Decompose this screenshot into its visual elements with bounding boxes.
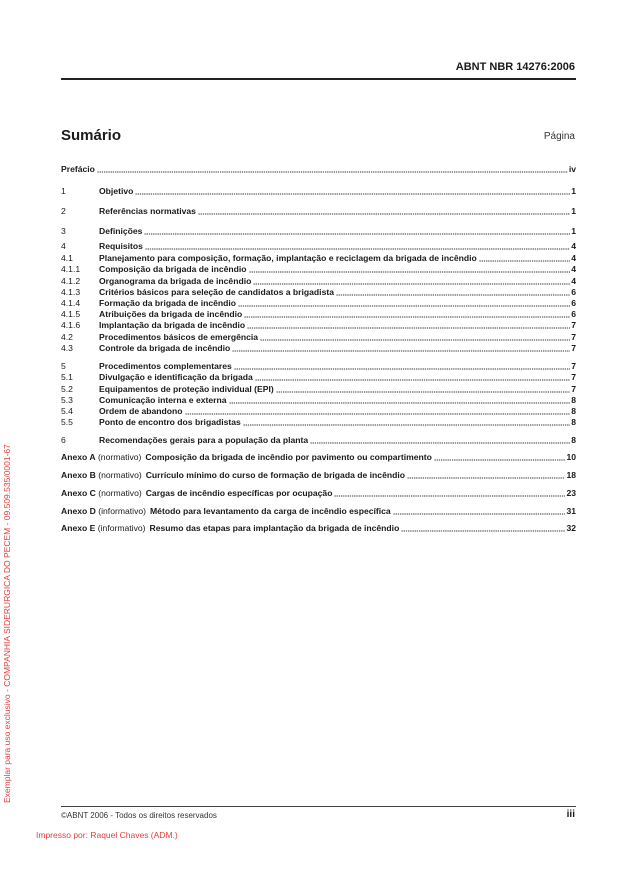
toc-entry[interactable] (61, 416, 576, 428)
toc-entry-title: Recomendações gerais para a população da planta (99, 435, 309, 445)
toc-leader-dots (434, 453, 566, 461)
toc-entry-page: iv (568, 164, 576, 174)
annex-name: Anexo A (61, 452, 96, 462)
toc-entry-page: 8 (571, 435, 576, 445)
toc-entry-page: 7 (571, 343, 576, 353)
annex-title: Cargas de incêndio específicas por ocupação (145, 488, 333, 498)
toc-annex-entry[interactable] (61, 451, 576, 463)
toc-leader-dots (198, 207, 570, 215)
toc-entry-page: 6 (571, 298, 576, 308)
annex-name: Anexo E (61, 523, 96, 533)
annex-label (61, 488, 142, 499)
toc-annex-entry[interactable] (61, 522, 576, 534)
toc-entry-page: 4 (571, 253, 576, 263)
toc-leader-dots (255, 373, 570, 381)
toc-entry[interactable] (61, 371, 576, 383)
toc-entry-number: 1 (61, 186, 66, 196)
annex-name: Anexo B (61, 470, 96, 480)
annex-title: Resumo das etapas para implantação da brigada de incêndio (149, 523, 400, 533)
toc-entry-number: 4.1.4 (61, 298, 81, 308)
footer-copyright: ©ABNT 2006 - Todos os direitos reservados (61, 811, 217, 820)
toc-entry-page: 4 (571, 241, 576, 251)
toc-entry-title: Equipamentos de proteção individual (EPI) (99, 384, 274, 394)
toc-entry-number: 4.1.5 (61, 309, 81, 319)
toc-entry-page: 4 (571, 276, 576, 286)
toc-entry-number: 5.4 (61, 406, 73, 416)
toc-leader-dots (336, 288, 570, 296)
toc-entry-title: Divulgação e identificação da brigada (99, 372, 253, 382)
toc-leader-dots (145, 242, 570, 250)
annex-label (61, 452, 141, 463)
toc-leader-dots (234, 362, 570, 370)
toc-entry[interactable] (61, 225, 576, 237)
toc-entry-title: Objetivo (99, 186, 134, 196)
toc-entry-number: 4.1 (61, 253, 73, 263)
page-column-label: Página (543, 131, 575, 142)
toc-entry-number: 5.2 (61, 384, 73, 394)
annex-page: 31 (566, 506, 576, 516)
toc-entry-title: Formação da brigada de incêndio (99, 298, 237, 308)
toc-entry-page: 7 (571, 372, 576, 382)
annex-label (61, 506, 146, 517)
toc-leader-dots (185, 407, 571, 415)
toc-entry-page: 7 (571, 332, 576, 342)
toc-leader-dots (260, 333, 570, 341)
annex-name: Anexo D (61, 506, 96, 516)
toc-leader-dots (401, 524, 565, 532)
toc-entry-title: Planejamento para composição, formação, implantação e reciclagem da brigada de incêndio (99, 253, 477, 263)
toc-entry-title: Definições (99, 226, 143, 236)
toc-leader-dots (243, 418, 570, 426)
toc-entry[interactable] (61, 319, 576, 331)
toc-entry[interactable] (61, 240, 576, 252)
toc-leader-dots (244, 310, 570, 318)
toc-entry-number: 3 (61, 226, 66, 236)
side-watermark: Exemplar para uso exclusivo - COMPANHIA SIDERURGICA DO PECEM - 09.509.535/0001-67 (2, 444, 12, 803)
toc-entry-page: 6 (571, 309, 576, 319)
toc-entry-page: 8 (571, 395, 576, 405)
annex-type: (normativo) (97, 452, 142, 462)
toc-leader-dots (407, 471, 565, 479)
toc-entry-title: Ponto de encontro dos brigadistas (99, 417, 241, 427)
toc-entry-title: Ordem de abandono (99, 406, 183, 416)
toc-entry-title: Controle da brigada de incêndio (99, 343, 231, 353)
toc-leader-dots (135, 187, 570, 195)
annex-label (61, 470, 142, 481)
summary-title: Sumário (61, 127, 122, 144)
header-rule (61, 78, 576, 80)
toc-entry-page: 7 (571, 384, 576, 394)
toc-annex-entry[interactable] (61, 487, 576, 499)
annex-page: 32 (566, 523, 576, 533)
toc-entry-title: Organograma da brigada de incêndio (99, 276, 252, 286)
toc-leader-dots (232, 344, 570, 352)
toc-entry-number: 4.3 (61, 343, 73, 353)
toc-leader-dots (247, 321, 570, 329)
toc-entry-title: Procedimentos complementares (99, 361, 232, 371)
toc-entry-page: 8 (571, 406, 576, 416)
toc-leader-dots (479, 254, 570, 262)
toc-entry-title: Procedimentos básicos de emergência (99, 332, 259, 342)
toc-entry-page: 6 (571, 287, 576, 297)
toc-leader-dots (253, 277, 570, 285)
toc-leader-dots (229, 396, 571, 404)
toc-annex-entry[interactable] (61, 469, 576, 481)
toc-leader-dots (97, 165, 568, 173)
toc-leader-dots (334, 489, 565, 497)
annex-page: 18 (566, 470, 576, 480)
toc-entry-number: 5.1 (61, 372, 73, 382)
toc-entry[interactable] (61, 263, 576, 275)
toc-entry-title: Atribuições da brigada de incêndio (99, 309, 243, 319)
toc-entry-number: 4.1.3 (61, 287, 81, 297)
toc-entry-number: 4.1.6 (61, 320, 81, 330)
toc-entry-number: 5.5 (61, 417, 73, 427)
toc-entry-title: Critérios básicos para seleção de candidatos a brigadista (99, 287, 334, 297)
toc-entry-title: Comunicação interna e externa (99, 395, 227, 405)
toc-entry-page: 7 (571, 320, 576, 330)
toc-entry-page: 1 (571, 206, 576, 216)
toc-entry-number: 4.1.2 (61, 276, 81, 286)
footer-page-number: iii (566, 809, 575, 820)
toc-leader-dots (144, 227, 570, 235)
annex-type: (informativo) (97, 523, 146, 533)
annex-page: 10 (566, 452, 576, 462)
toc-entry-page: 1 (571, 186, 576, 196)
standard-number: ABNT NBR 14276:2006 (455, 61, 575, 73)
toc-entry-page: 7 (571, 361, 576, 371)
annex-type: (informativo) (98, 506, 147, 516)
annex-type: (normativo) (98, 488, 142, 498)
annex-name: Anexo C (61, 488, 96, 498)
toc-entry[interactable] (61, 205, 576, 217)
toc-entry-title: Requisitos (99, 241, 143, 251)
toc-entry-number: 6 (61, 435, 66, 445)
toc-entry-title: Referências normativas (99, 206, 196, 216)
toc-entry-page: 4 (571, 264, 576, 274)
toc-entry-number: 4 (61, 241, 66, 251)
toc-entry[interactable] (61, 342, 576, 354)
annex-title: Método para levantamento da carga de incêndio específica (150, 506, 391, 516)
toc-annex-entry[interactable] (61, 505, 576, 517)
annex-label (61, 523, 146, 534)
toc-leader-dots (249, 265, 571, 273)
toc-entry-number: 2 (61, 206, 66, 216)
printed-by-stamp: Impresso por: Raquel Chaves (ADM.) (36, 830, 178, 840)
toc-entry[interactable] (61, 185, 576, 197)
toc-entry[interactable] (61, 434, 576, 446)
toc-entry-title: Composição da brigada de incêndio (99, 264, 247, 274)
footer-rule (61, 806, 576, 807)
toc-leader-dots (310, 436, 570, 444)
annex-title: Currículo mínimo do curso de formação de brigada de incêndio (145, 470, 406, 480)
toc-entry-page: 8 (571, 417, 576, 427)
toc-entry-page: 1 (571, 226, 576, 236)
annex-page: 23 (566, 488, 576, 498)
toc-entry-number: 4.2 (61, 332, 73, 342)
toc-entry-number: 5 (61, 361, 66, 371)
toc-entry[interactable] (61, 163, 576, 175)
toc-entry-number: 5.3 (61, 395, 73, 405)
toc-entry-title: Prefácio (61, 164, 95, 174)
annex-title: Composição da brigada de incêndio por pavimento ou compartimento (145, 452, 432, 462)
annex-type: (normativo) (98, 470, 142, 480)
toc-leader-dots (393, 507, 566, 515)
toc-leader-dots (276, 385, 570, 393)
toc-entry-title: Implantação da brigada de incêndio (99, 320, 246, 330)
toc-leader-dots (238, 299, 570, 307)
toc-entry-number: 4.1.1 (61, 264, 81, 274)
